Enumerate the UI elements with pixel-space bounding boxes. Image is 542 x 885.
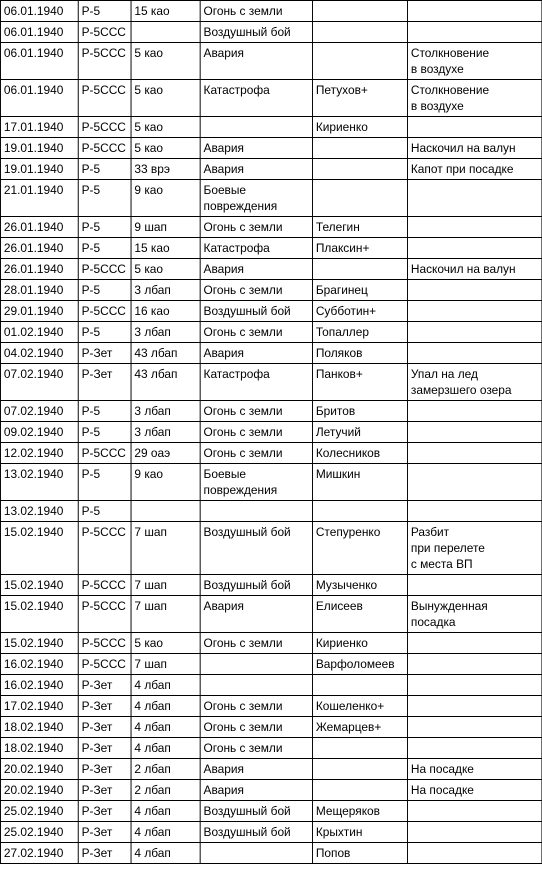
unit-cell: 7 шап (131, 596, 200, 633)
table-row (0, 43, 541, 80)
note-cell (408, 22, 542, 43)
table-row (0, 117, 541, 138)
loss-cause-cell: Огонь с земли (200, 633, 312, 654)
table-row (0, 759, 541, 780)
pilot-cell: Панков+ (312, 364, 407, 401)
loss-cause-cell: Авария (200, 138, 312, 159)
aircraft-type-cell: Р-5 (78, 159, 131, 180)
pilot-cell: Кириенко (312, 633, 407, 654)
pilot-cell: Колесников (312, 443, 407, 464)
note-cell (408, 633, 542, 654)
unit-cell: 4 лбап (131, 801, 200, 822)
date-cell: 25.02.1940 (0, 801, 78, 822)
pilot-cell: Субботин+ (312, 301, 407, 322)
unit-cell: 3 лбап (131, 280, 200, 301)
date-cell: 06.01.1940 (0, 80, 78, 117)
pilot-cell (312, 159, 407, 180)
aircraft-type-cell: Р-Зет (78, 717, 131, 738)
date-cell: 15.02.1940 (0, 633, 78, 654)
table-body (0, 1, 541, 864)
pilot-cell (312, 22, 407, 43)
loss-cause-cell: Огонь с земли (200, 696, 312, 717)
note-cell: Столкновение в воздухе (408, 43, 542, 80)
unit-cell: 3 лбап (131, 322, 200, 343)
aircraft-type-cell: Р-5ССС (78, 138, 131, 159)
loss-cause-cell: Огонь с земли (200, 443, 312, 464)
unit-cell: 5 као (131, 633, 200, 654)
note-cell (408, 343, 542, 364)
unit-cell: 4 лбап (131, 696, 200, 717)
table-row (0, 322, 541, 343)
note-cell: Капот при посадке (408, 159, 542, 180)
note-cell: Вынужденная посадка (408, 596, 542, 633)
aircraft-type-cell: Р-5ССС (78, 443, 131, 464)
note-cell: Разбит при перелете с места ВП (408, 522, 542, 575)
aircraft-type-cell: Р-5ССС (78, 596, 131, 633)
loss-cause-cell: Воздушный бой (200, 522, 312, 575)
unit-cell: 4 лбап (131, 822, 200, 843)
aircraft-type-cell: Р-5ССС (78, 22, 131, 43)
pilot-cell: Летучий (312, 422, 407, 443)
date-cell: 01.02.1940 (0, 322, 78, 343)
pilot-cell: Топаллер (312, 322, 407, 343)
unit-cell: 43 лбап (131, 364, 200, 401)
pilot-cell: Кириенко (312, 117, 407, 138)
aircraft-type-cell: Р-5 (78, 501, 131, 522)
pilot-cell: Мишкин (312, 464, 407, 501)
unit-cell: 5 као (131, 259, 200, 280)
note-cell (408, 322, 542, 343)
loss-cause-cell (200, 654, 312, 675)
aircraft-type-cell: Р-5 (78, 238, 131, 259)
loss-cause-cell: Авария (200, 43, 312, 80)
pilot-cell: Варфоломеев (312, 654, 407, 675)
aircraft-type-cell: Р-Зет (78, 675, 131, 696)
date-cell: 16.02.1940 (0, 675, 78, 696)
unit-cell: 2 лбап (131, 780, 200, 801)
aircraft-type-cell: Р-Зет (78, 738, 131, 759)
unit-cell (131, 501, 200, 522)
date-cell: 29.01.1940 (0, 301, 78, 322)
note-cell (408, 301, 542, 322)
unit-cell: 16 као (131, 301, 200, 322)
aircraft-type-cell: Р-Зет (78, 843, 131, 864)
loss-cause-cell: Авария (200, 596, 312, 633)
table-row (0, 522, 541, 575)
loss-cause-cell: Огонь с земли (200, 1, 312, 22)
aircraft-type-cell: Р-5ССС (78, 575, 131, 596)
note-cell (408, 280, 542, 301)
note-cell (408, 401, 542, 422)
pilot-cell: Жемарцев+ (312, 717, 407, 738)
loss-cause-cell: Катастрофа (200, 364, 312, 401)
unit-cell: 15 као (131, 1, 200, 22)
table-row (0, 633, 541, 654)
loss-cause-cell: Авария (200, 780, 312, 801)
note-cell (408, 822, 542, 843)
table-row (0, 80, 541, 117)
note-cell (408, 675, 542, 696)
note-cell (408, 717, 542, 738)
table-row (0, 422, 541, 443)
date-cell: 13.02.1940 (0, 464, 78, 501)
aircraft-type-cell: Р-5 (78, 464, 131, 501)
date-cell: 17.02.1940 (0, 696, 78, 717)
table-row (0, 780, 541, 801)
loss-cause-cell: Воздушный бой (200, 301, 312, 322)
date-cell: 06.01.1940 (0, 1, 78, 22)
table-row (0, 464, 541, 501)
unit-cell: 7 шап (131, 654, 200, 675)
loss-cause-cell: Катастрофа (200, 80, 312, 117)
unit-cell: 7 шап (131, 575, 200, 596)
note-cell (408, 443, 542, 464)
aircraft-type-cell: Р-5ССС (78, 633, 131, 654)
aircraft-type-cell: Р-Зет (78, 696, 131, 717)
date-cell: 07.02.1940 (0, 364, 78, 401)
unit-cell: 4 лбап (131, 738, 200, 759)
table-row (0, 675, 541, 696)
loss-cause-cell: Авария (200, 759, 312, 780)
note-cell: Столкновение в воздухе (408, 80, 542, 117)
date-cell: 15.02.1940 (0, 575, 78, 596)
unit-cell: 5 као (131, 80, 200, 117)
date-cell: 06.01.1940 (0, 43, 78, 80)
aircraft-type-cell: Р-5ССС (78, 43, 131, 80)
loss-cause-cell (200, 117, 312, 138)
table-row (0, 180, 541, 217)
unit-cell: 43 лбап (131, 343, 200, 364)
loss-cause-cell (200, 843, 312, 864)
note-cell (408, 801, 542, 822)
aircraft-type-cell: Р-5 (78, 217, 131, 238)
aircraft-type-cell: Р-5 (78, 322, 131, 343)
pilot-cell: Попов (312, 843, 407, 864)
note-cell (408, 501, 542, 522)
date-cell: 13.02.1940 (0, 501, 78, 522)
unit-cell (131, 22, 200, 43)
aircraft-type-cell: Р-5ССС (78, 654, 131, 675)
unit-cell: 15 као (131, 238, 200, 259)
date-cell: 26.01.1940 (0, 217, 78, 238)
aircraft-type-cell: Р-5 (78, 1, 131, 22)
pilot-cell (312, 138, 407, 159)
aircraft-type-cell: Р-5ССС (78, 117, 131, 138)
note-cell: Наскочил на валун (408, 138, 542, 159)
loss-cause-cell: Огонь с земли (200, 280, 312, 301)
unit-cell: 29 оаэ (131, 443, 200, 464)
pilot-cell: Кошеленко+ (312, 696, 407, 717)
date-cell: 20.02.1940 (0, 759, 78, 780)
date-cell: 19.01.1940 (0, 138, 78, 159)
unit-cell: 7 шап (131, 522, 200, 575)
table-row (0, 822, 541, 843)
aircraft-type-cell: Р-5 (78, 280, 131, 301)
date-cell: 19.01.1940 (0, 159, 78, 180)
date-cell: 28.01.1940 (0, 280, 78, 301)
loss-cause-cell: Авария (200, 159, 312, 180)
unit-cell: 4 лбап (131, 843, 200, 864)
table-row (0, 401, 541, 422)
date-cell: 18.02.1940 (0, 738, 78, 759)
unit-cell: 5 као (131, 138, 200, 159)
loss-cause-cell: Боевые повреждения (200, 464, 312, 501)
table-row (0, 843, 541, 864)
unit-cell: 3 лбап (131, 401, 200, 422)
loss-cause-cell: Огонь с земли (200, 717, 312, 738)
table-row (0, 801, 541, 822)
aircraft-type-cell: Р-5ССС (78, 80, 131, 117)
unit-cell: 9 као (131, 180, 200, 217)
pilot-cell: Бритов (312, 401, 407, 422)
loss-cause-cell: Воздушный бой (200, 801, 312, 822)
table-row (0, 696, 541, 717)
aircraft-type-cell: Р-5 (78, 401, 131, 422)
aircraft-type-cell: Р-Зет (78, 364, 131, 401)
loss-cause-cell (200, 501, 312, 522)
pilot-cell (312, 738, 407, 759)
pilot-cell (312, 759, 407, 780)
date-cell: 06.01.1940 (0, 22, 78, 43)
loss-cause-cell: Катастрофа (200, 238, 312, 259)
aircraft-type-cell: Р-5ССС (78, 259, 131, 280)
note-cell: Упал на лед замерзшего озера (408, 364, 542, 401)
table-row (0, 22, 541, 43)
table-row (0, 596, 541, 633)
loss-cause-cell: Воздушный бой (200, 22, 312, 43)
note-cell (408, 217, 542, 238)
date-cell: 25.02.1940 (0, 822, 78, 843)
table-row (0, 280, 541, 301)
aircraft-type-cell: Р-Зет (78, 343, 131, 364)
date-cell: 27.02.1940 (0, 843, 78, 864)
pilot-cell (312, 43, 407, 80)
pilot-cell (312, 1, 407, 22)
pilot-cell: Поляков (312, 343, 407, 364)
pilot-cell (312, 675, 407, 696)
date-cell: 21.01.1940 (0, 180, 78, 217)
table-row (0, 717, 541, 738)
table-row (0, 364, 541, 401)
loss-cause-cell (200, 675, 312, 696)
pilot-cell (312, 780, 407, 801)
note-cell (408, 696, 542, 717)
loss-cause-cell: Авария (200, 259, 312, 280)
loss-cause-cell: Огонь с земли (200, 401, 312, 422)
loss-cause-cell: Авария (200, 343, 312, 364)
aircraft-type-cell: Р-Зет (78, 801, 131, 822)
note-cell: Наскочил на валун (408, 259, 542, 280)
note-cell (408, 738, 542, 759)
pilot-cell: Плаксин+ (312, 238, 407, 259)
table-row (0, 343, 541, 364)
table-row (0, 259, 541, 280)
pilot-cell: Степуренко (312, 522, 407, 575)
unit-cell: 9 као (131, 464, 200, 501)
aircraft-type-cell: Р-Зет (78, 759, 131, 780)
loss-cause-cell: Воздушный бой (200, 575, 312, 596)
note-cell (408, 843, 542, 864)
table-row (0, 501, 541, 522)
table-row (0, 654, 541, 675)
aircraft-type-cell: Р-5 (78, 180, 131, 217)
pilot-cell: Брагинец (312, 280, 407, 301)
unit-cell: 3 лбап (131, 422, 200, 443)
pilot-cell (312, 501, 407, 522)
note-cell (408, 238, 542, 259)
date-cell: 07.02.1940 (0, 401, 78, 422)
loss-cause-cell: Воздушный бой (200, 822, 312, 843)
pilot-cell: Мещеряков (312, 801, 407, 822)
unit-cell: 2 лбап (131, 759, 200, 780)
date-cell: 04.02.1940 (0, 343, 78, 364)
date-cell: 17.01.1940 (0, 117, 78, 138)
aircraft-type-cell: Р-5ССС (78, 522, 131, 575)
pilot-cell: Музыченко (312, 575, 407, 596)
unit-cell: 5 као (131, 43, 200, 80)
aircraft-type-cell: Р-5 (78, 422, 131, 443)
note-cell (408, 464, 542, 501)
table-row (0, 1, 541, 22)
table-row (0, 217, 541, 238)
unit-cell: 9 шап (131, 217, 200, 238)
table-row (0, 138, 541, 159)
table-row (0, 159, 541, 180)
pilot-cell: Крыхтин (312, 822, 407, 843)
date-cell: 16.02.1940 (0, 654, 78, 675)
date-cell: 26.01.1940 (0, 259, 78, 280)
date-cell: 26.01.1940 (0, 238, 78, 259)
table-row (0, 238, 541, 259)
aircraft-type-cell: Р-5ССС (78, 301, 131, 322)
date-cell: 20.02.1940 (0, 780, 78, 801)
table-row (0, 738, 541, 759)
note-cell: На посадке (408, 780, 542, 801)
unit-cell: 4 лбап (131, 675, 200, 696)
date-cell: 12.02.1940 (0, 443, 78, 464)
table-row (0, 443, 541, 464)
unit-cell: 33 врэ (131, 159, 200, 180)
note-cell (408, 180, 542, 217)
loss-cause-cell: Огонь с земли (200, 322, 312, 343)
unit-cell: 5 као (131, 117, 200, 138)
loss-cause-cell: Боевые повреждения (200, 180, 312, 217)
date-cell: 18.02.1940 (0, 717, 78, 738)
note-cell (408, 654, 542, 675)
pilot-cell: Петухов+ (312, 80, 407, 117)
loss-cause-cell: Огонь с земли (200, 738, 312, 759)
date-cell: 15.02.1940 (0, 596, 78, 633)
date-cell: 15.02.1940 (0, 522, 78, 575)
aircraft-type-cell: Р-Зет (78, 822, 131, 843)
note-cell (408, 422, 542, 443)
note-cell (408, 575, 542, 596)
pilot-cell (312, 259, 407, 280)
aircraft-type-cell: Р-Зет (78, 780, 131, 801)
date-cell: 09.02.1940 (0, 422, 78, 443)
table-row (0, 301, 541, 322)
pilot-cell: Елисеев (312, 596, 407, 633)
loss-cause-cell: Огонь с земли (200, 422, 312, 443)
unit-cell: 4 лбап (131, 717, 200, 738)
note-cell (408, 1, 542, 22)
table-row (0, 575, 541, 596)
pilot-cell: Телегин (312, 217, 407, 238)
note-cell: На посадке (408, 759, 542, 780)
pilot-cell (312, 180, 407, 217)
loss-cause-cell: Огонь с земли (200, 217, 312, 238)
note-cell (408, 117, 542, 138)
